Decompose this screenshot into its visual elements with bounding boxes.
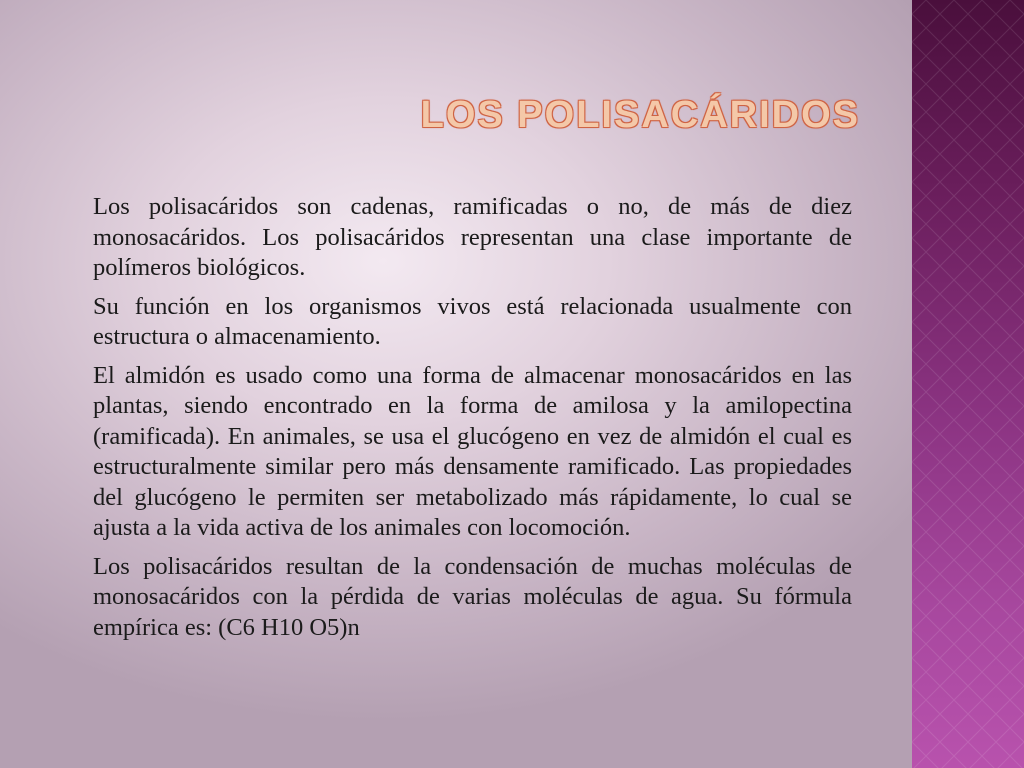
paragraph-4: Los polisacáridos resultan de la condensación de muchas moléculas de monosacáridos con la pérdida de varias moléculas de agua. Su fórmula empírica es: (C6 H10 O5)n (93, 552, 852, 641)
decorative-side-band (912, 0, 1024, 768)
slide-body (93, 192, 852, 651)
paragraph-3: El almidón es usado como una forma de almacenar monosacáridos en las plantas, siendo encontrado en la forma de amilosa y la amilopectina (ramificada). En animales, se usa el glucógeno en vez de almidón el cual es estructuralmente similar pero más densamente ramificado. Las propiedades del glucógeno le permiten ser metabolizado más rápidamente, lo cual se ajusta a la vida activa de los animales con locomoción. (93, 361, 852, 541)
paragraph-2: Su función en los organismos vivos está relacionada usualmente con estructura o almacenamiento. (93, 292, 852, 350)
paragraph-1: Los polisacáridos son cadenas, ramificadas o no, de más de diez monosacáridos. Los polisacáridos representan una clase importante de polímeros biológicos. (93, 193, 852, 281)
slide-title: LOS POLISACÁRIDOS (420, 94, 860, 136)
diamond-pattern (912, 0, 1024, 768)
